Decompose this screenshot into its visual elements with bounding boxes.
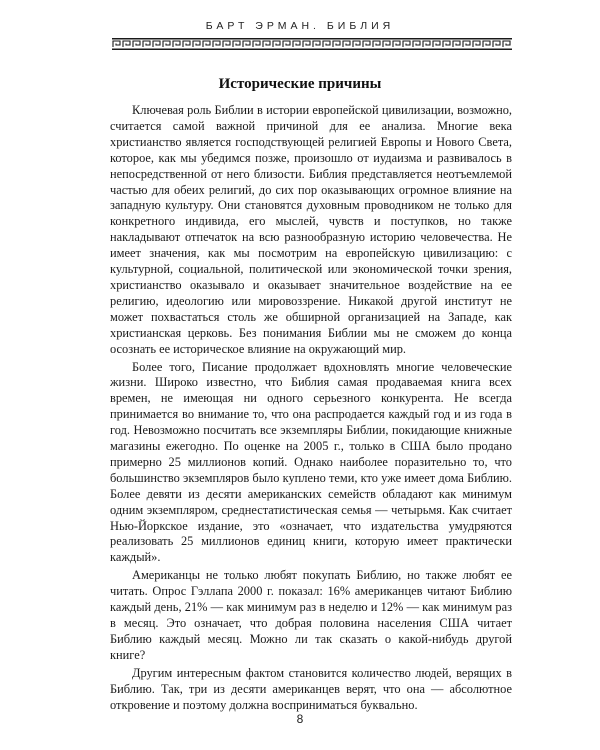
page-number: 8: [296, 712, 304, 726]
running-head: БАРТ ЭРМАН. БИБЛИЯ: [205, 20, 395, 32]
paragraph: Американцы не только любят покупать Библию, но также любят ее читать. Опрос Гэллапа 2000 г. показал: 16% американцев читают Библию каждый день, 21% — как минимум раз в неделю и 12% — как минимум раз в месяц. Это означает, что добрая половина населения США читает Библию каждый месяц. Можно ли так сказать о какой-нибудь другой книге?: [110, 568, 512, 662]
paragraph: Более того, Писание продолжает вдохновлять многие человеческие жизни. Широко известно, что Библия самая продаваемая книга всех времен, не имеющая ни одного серьезного конкурента. Не всегда принимается во внимание то, что она распродается каждый год и из года в год. Невозможно посчитать все экземпляры Библии, покидающие книжные магазины ежегодно. По оценке на 2005 г., только в США было продано примерно 25 миллионов копий. Однако наиболее поразительно то, что большинство экземпляров было куплено теми, кто уже имеет дома Библию. Более девяти из десяти американских семейств обладают как минимум одним экземпляром, среднестатистическая семья — четырьмя. Как считает Нью-Йоркское издание, это «означает, что издательства умудряются реализовать 25 миллионов единиц книги, которую имеет практически каждый».: [110, 359, 512, 565]
body-text: [110, 103, 512, 715]
paragraph: Ключевая роль Библии в истории европейской цивилизации, возможно, считается самой важной причиной для ее анализа. Многие века христианство является господствующей религией Европы и Нового Света, которое, как мы убедимся позже, произошло от иудаизма и развивалось в непосредственной от него близости. Библия представляется неотъемлемой частью для обеих религий, до сих пор оказывающих огромное влияние на западную культуру. Они становятся духовным проводником не только для конкретного индивида, его мыслей, чувств и поступков, но также накладывают отпечаток на всю разнообразную историю человечества. Не имеет значения, как мы посмотрим на европейскую цивилизацию: с культурной, социальной, политической или экономической точки зрения, христианство оказывало и оказывает значительное воздействие на ее религию, идеологию или мировоззрение. Никакой другой институт не может похвастаться столь же обширной организацией на Западе, как христианская церковь. Без понимания Библии мы не сможем до конца осознать ее историческое влияние на окружающий мир.: [110, 103, 512, 356]
section-heading: Исторические причины: [218, 76, 382, 92]
paragraph: Другим интересным фактом становится количество людей, верящих в Библию. Так, три из десяти американцев верят, что она — абсолютное откровение и поэтому должна восприниматься буквально.: [110, 665, 512, 712]
ornament-border: [112, 38, 512, 50]
